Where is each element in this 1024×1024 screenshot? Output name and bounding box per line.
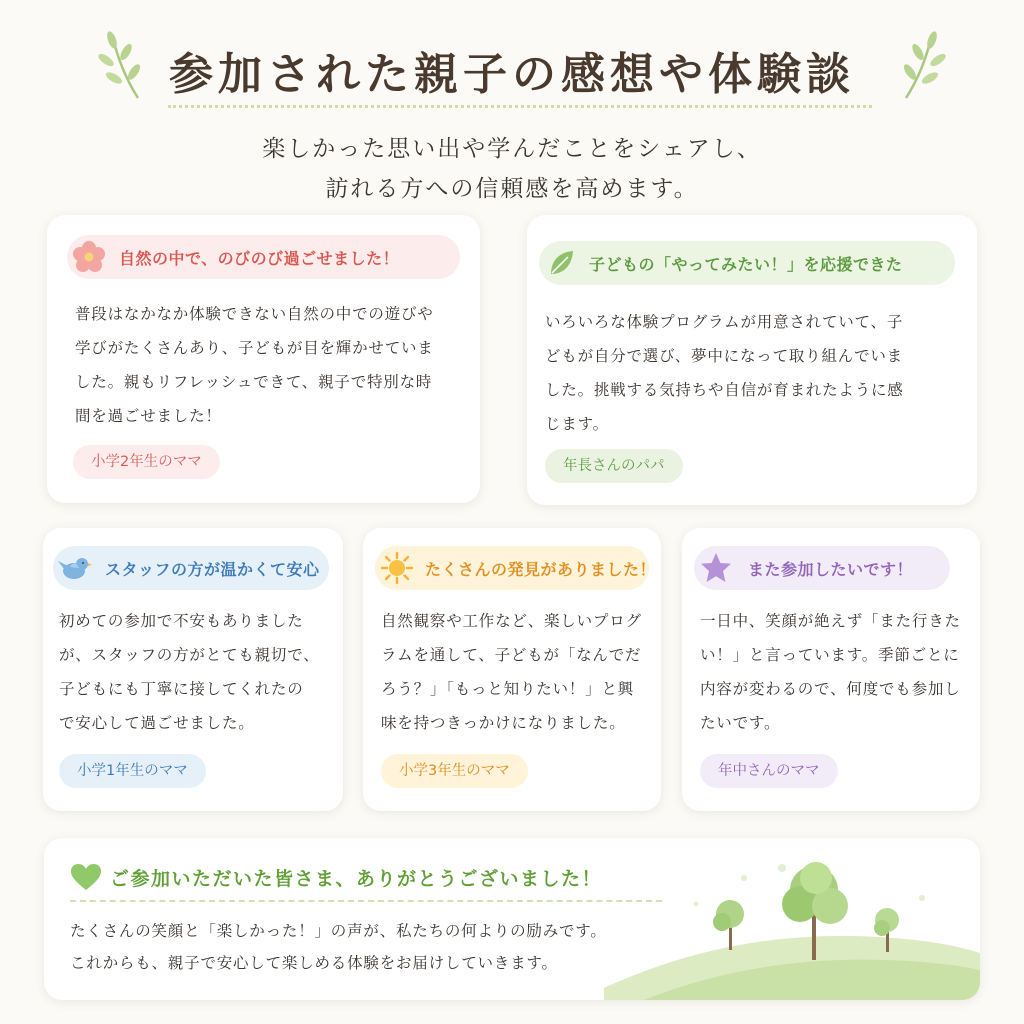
thanks-line-1: たくさんの笑顔と「楽しかった！」の声が、私たちの何よりの励みです。 <box>70 922 607 940</box>
title-divider <box>168 105 872 108</box>
card-heading-badge <box>694 546 950 590</box>
card-heading: 子どもの「やってみたい！」を応援できた <box>589 254 903 274</box>
flower-icon <box>67 235 111 279</box>
testimonial-card-5 <box>682 528 980 811</box>
card-heading-badge <box>375 546 657 590</box>
author-tag: 小学1年生のママ <box>59 754 206 788</box>
page-title: 参加された親子の感想や体験談 <box>169 49 855 100</box>
sun-icon <box>375 546 419 590</box>
thanks-divider <box>70 900 662 902</box>
heart-icon <box>70 863 102 891</box>
card-heading: たくさんの発見がありました！ <box>425 559 657 579</box>
thanks-heading: ご参加いただいた皆さま、ありがとうございました！ <box>110 868 603 890</box>
author-tag: 小学2年生のママ <box>73 445 220 479</box>
card-heading: また参加したいです！ <box>748 559 914 579</box>
testimonial-card-4 <box>363 528 661 811</box>
thanks-message <box>70 915 607 979</box>
author-tag: 年中さんのママ <box>700 754 838 788</box>
star-icon <box>694 546 738 590</box>
card-heading-badge <box>539 241 955 285</box>
testimonial-card-3 <box>43 528 343 811</box>
card-body: 普段はなかなか体験できない自然の中での遊びや 学びがたくさんあり、子どもが目を輝かせていま した。親もリフレッシュできて、親子で特別な時 間を過ごせました！ <box>75 305 434 425</box>
card-body: いろいろな体験プログラムが用意されていて、子 どもが自分で選び、夢中になって取り組んでいま した。挑戦する気持ちや自信が育まれたように感 じます。 <box>545 313 904 433</box>
card-heading-badge <box>53 546 329 590</box>
hill-trees-illustration <box>604 838 980 1000</box>
bird-icon <box>53 546 97 590</box>
card-heading: 自然の中で、のびのび過ごせました！ <box>119 248 400 268</box>
card-heading: スタッフの方が温かくて安心 <box>105 559 320 579</box>
subtitle-line-1: 楽しかった思い出や学んだことをシェアし、 <box>262 136 762 162</box>
card-body: 自然観察や工作など、楽しいプログ ラムを通して、子どもが「なんでだ ろう？」「もっと知りたい！」と興 味を持つきっかけになりました。 <box>381 612 642 732</box>
testimonial-card-2 <box>527 215 977 505</box>
author-tag: 小学3年生のママ <box>381 754 528 788</box>
card-body: 初めての参加で不安もありました が、スタッフの方がとても親切で、 子どもにも丁寧に接してくれたの で安心して過ごせました。 <box>59 612 320 732</box>
right-sprig-icon <box>896 26 946 102</box>
card-body: 一日中、笑顔が絶えず「また行きた い！」と言っています。季節ごとに 内容が変わるので、何度でも参加し たいです。 <box>700 612 961 732</box>
subtitle-line-2: 訪れる方への信頼感を高めます。 <box>325 176 699 202</box>
testimonial-card-1 <box>47 215 480 503</box>
author-tag: 年長さんのパパ <box>545 449 683 483</box>
thanks-line-2: これからも、親子で安心して楽しめる体験をお届けしていきます。 <box>70 954 558 972</box>
card-heading-badge <box>67 235 460 279</box>
leaf-icon <box>539 241 583 285</box>
